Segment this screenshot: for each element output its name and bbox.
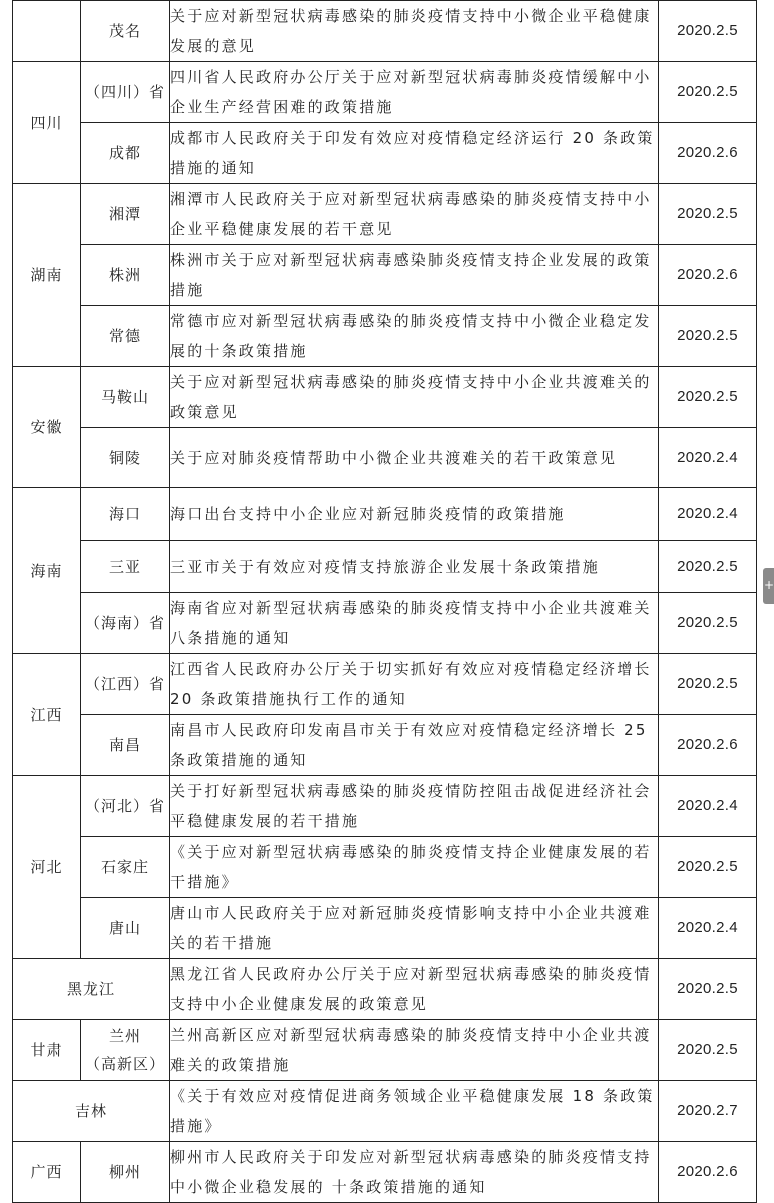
date-cell: 2020.2.5 xyxy=(659,654,757,715)
table-row xyxy=(13,306,757,367)
table-row xyxy=(13,123,757,184)
province-cell: 四川 xyxy=(13,62,81,184)
table-row xyxy=(13,367,757,428)
policy-title-cell: 关于打好新型冠状病毒感染的肺炎疫情防控阻击战促进经济社会平稳健康发展的若干措施 xyxy=(170,776,659,837)
side-expand-tab[interactable] xyxy=(763,568,774,604)
city-cell: （海南）省 xyxy=(81,593,170,654)
table-row xyxy=(13,1020,757,1081)
table-row xyxy=(13,593,757,654)
date-cell: 2020.2.5 xyxy=(659,367,757,428)
province-cell: 甘肃 xyxy=(13,1020,81,1081)
date-cell: 2020.2.4 xyxy=(659,776,757,837)
policy-title-cell: 《关于应对新型冠状病毒感染的肺炎疫情支持企业健康发展的若干措施》 xyxy=(170,837,659,898)
policy-title-cell: 《关于有效应对疫情促进商务领域企业平稳健康发展 18 条政策措施》 xyxy=(170,1081,659,1142)
city-cell: 柳州 xyxy=(81,1142,170,1203)
province-cell-merged: 吉林 xyxy=(13,1081,170,1142)
policy-title-cell: 关于应对新型冠状病毒感染的肺炎疫情支持中小微企业平稳健康发展的意见 xyxy=(170,1,659,62)
city-cell: （四川）省 xyxy=(81,62,170,123)
table-row xyxy=(13,898,757,959)
table-row xyxy=(13,1142,757,1203)
city-cell: 茂名 xyxy=(81,1,170,62)
policy-title-cell: 关于应对肺炎疫情帮助中小微企业共渡难关的若干政策意见 xyxy=(170,428,659,488)
policy-table xyxy=(12,0,757,1203)
date-cell: 2020.2.5 xyxy=(659,1,757,62)
city-cell: 铜陵 xyxy=(81,428,170,488)
policy-title-cell: 南昌市人民政府印发南昌市关于有效应对疫情稳定经济增长 25 条政策措施的通知 xyxy=(170,715,659,776)
date-cell: 2020.2.4 xyxy=(659,898,757,959)
date-cell: 2020.2.6 xyxy=(659,715,757,776)
plus-icon: + xyxy=(764,578,774,592)
city-cell xyxy=(81,1020,170,1081)
policy-title-cell: 黑龙江省人民政府办公厅关于应对新型冠状病毒感染的肺炎疫情支持中小企业健康发展的政策意见 xyxy=(170,959,659,1020)
city-cell: 株洲 xyxy=(81,245,170,306)
city-cell: （江西）省 xyxy=(81,654,170,715)
city-cell: 南昌 xyxy=(81,715,170,776)
date-cell: 2020.2.6 xyxy=(659,245,757,306)
date-cell: 2020.2.5 xyxy=(659,593,757,654)
policy-title-cell: 兰州高新区应对新型冠状病毒感染的肺炎疫情支持中小企业共渡难关的政策措施 xyxy=(170,1020,659,1081)
policy-title-cell: 株洲市关于应对新型冠状病毒感染肺炎疫情支持企业发展的政策措施 xyxy=(170,245,659,306)
date-cell: 2020.2.5 xyxy=(659,959,757,1020)
province-cell-merged: 黑龙江 xyxy=(13,959,170,1020)
table-row xyxy=(13,488,757,541)
date-cell: 2020.2.4 xyxy=(659,488,757,541)
table-row xyxy=(13,1081,757,1142)
city-cell: 海口 xyxy=(81,488,170,541)
province-cell: 湖南 xyxy=(13,184,81,367)
policy-title-cell: 海口出台支持中小企业应对新冠肺炎疫情的政策措施 xyxy=(170,488,659,541)
date-cell: 2020.2.5 xyxy=(659,306,757,367)
policy-title-cell: 三亚市关于有效应对疫情支持旅游企业发展十条政策措施 xyxy=(170,541,659,593)
province-cell: 安徽 xyxy=(13,367,81,488)
policy-title-cell: 湘潭市人民政府关于应对新型冠状病毒感染的肺炎疫情支持中小企业平稳健康发展的若干意见 xyxy=(170,184,659,245)
policy-title-cell: 柳州市人民政府关于印发应对新型冠状病毒感染的肺炎疫情支持中小微企业稳发展的 十条政策措施的通知 xyxy=(170,1142,659,1203)
city-cell: 湘潭 xyxy=(81,184,170,245)
date-cell: 2020.2.6 xyxy=(659,1142,757,1203)
city-line-2: （高新区） xyxy=(84,1055,165,1073)
province-cell-blank xyxy=(13,1,81,62)
city-cell: 石家庄 xyxy=(81,837,170,898)
city-cell: 成都 xyxy=(81,123,170,184)
policy-title-cell: 常德市应对新型冠状病毒感染的肺炎疫情支持中小微企业稳定发展的十条政策措施 xyxy=(170,306,659,367)
table-row xyxy=(13,654,757,715)
policy-title-cell: 关于应对新型冠状病毒感染的肺炎疫情支持中小企业共渡难关的政策意见 xyxy=(170,367,659,428)
policy-title-cell: 唐山市人民政府关于应对新冠肺炎疫情影响支持中小企业共渡难关的若干措施 xyxy=(170,898,659,959)
city-cell: 马鞍山 xyxy=(81,367,170,428)
table-row xyxy=(13,184,757,245)
date-cell: 2020.2.5 xyxy=(659,837,757,898)
table-row xyxy=(13,959,757,1020)
policy-title-cell: 江西省人民政府办公厅关于切实抓好有效应对疫情稳定经济增长 20 条政策措施执行工作的通知 xyxy=(170,654,659,715)
policy-title-cell: 成都市人民政府关于印发有效应对疫情稳定经济运行 20 条政策措施的通知 xyxy=(170,123,659,184)
date-cell: 2020.2.5 xyxy=(659,184,757,245)
table-row xyxy=(13,1,757,62)
city-cell: 常德 xyxy=(81,306,170,367)
province-cell: 海南 xyxy=(13,488,81,654)
table-row xyxy=(13,541,757,593)
table-row xyxy=(13,837,757,898)
city-cell: （河北）省 xyxy=(81,776,170,837)
city-cell: 三亚 xyxy=(81,541,170,593)
date-cell: 2020.2.7 xyxy=(659,1081,757,1142)
date-cell: 2020.2.4 xyxy=(659,428,757,488)
date-cell: 2020.2.5 xyxy=(659,1020,757,1081)
table-row xyxy=(13,245,757,306)
table-row xyxy=(13,62,757,123)
city-line-1: 兰州 xyxy=(108,1027,141,1045)
city-cell: 唐山 xyxy=(81,898,170,959)
province-cell: 江西 xyxy=(13,654,81,776)
date-cell: 2020.2.5 xyxy=(659,541,757,593)
date-cell: 2020.2.6 xyxy=(659,123,757,184)
province-cell: 广西 xyxy=(13,1142,81,1203)
date-cell: 2020.2.5 xyxy=(659,62,757,123)
table-row xyxy=(13,428,757,488)
table-row xyxy=(13,715,757,776)
policy-title-cell: 海南省应对新型冠状病毒感染的肺炎疫情支持中小企业共渡难关八条措施的通知 xyxy=(170,593,659,654)
policy-title-cell: 四川省人民政府办公厅关于应对新型冠状病毒肺炎疫情缓解中小企业生产经营困难的政策措施 xyxy=(170,62,659,123)
table-row xyxy=(13,776,757,837)
province-cell: 河北 xyxy=(13,776,81,959)
